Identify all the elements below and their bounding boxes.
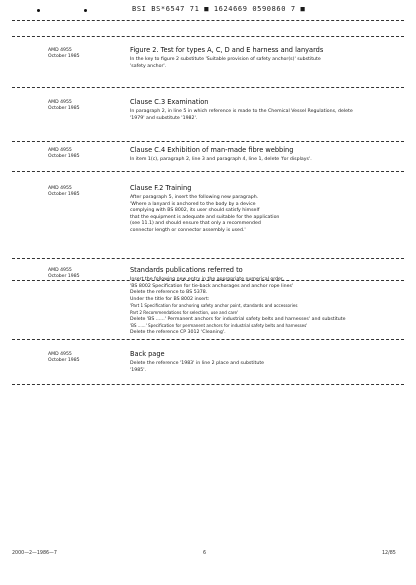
amendment-ref: AMD 4955 October 1985 — [48, 268, 80, 279]
section-body: After paragraph 5, insert the following new paragraph. 'Where a lanyard is anchored to the body by a device complying with BS 8002, its user should satisfy himself that the equipment is adequate and suitable for the application (see 11.1) and should ensure that only a recommended connector length or connector assembly is used.' — [130, 195, 280, 233]
separator — [12, 36, 404, 37]
section-title: Clause C.3 Examination — [130, 98, 209, 106]
amendment-ref: AMD 4955 October 1985 — [48, 186, 80, 197]
section-body: Insert the following new entry in the appropriate numerical order. 'BS 8002 Specification for tie-back anchorages and anchor rope lines' Delete the reference to BS 5378. Under the title for BS 8002 insert: 'Part 1 Specification for anchoring safety anchor point, standards and accessories Part 2 Recommendations for selection, use and care' Delete 'BS ......' Permanent anchors for industrial safety belts and harnesses' and substitute 'BS ......' Specification for permanent anchors for industrial safety belts and harnesses' Delete the reference CP 3012 'Cleaning'. — [130, 277, 346, 335]
separator — [12, 20, 404, 21]
separator — [12, 141, 404, 142]
separator — [12, 384, 404, 385]
section-body: In the key to figure 2 substitute 'Suitable provision of safety anchor(s)' substitute 'safety anchor'. — [130, 57, 321, 69]
amendment-ref: AMD 4955 October 1985 — [48, 148, 80, 159]
amendment-ref: AMD 4955 October 1985 — [48, 48, 80, 59]
separator — [12, 87, 404, 88]
separator — [12, 171, 404, 172]
separator — [12, 258, 404, 259]
header-mark — [84, 9, 87, 12]
section-body: In paragraph 2, in line 5 in which reference is made to the Chemical Vessel Regulations, delete '1979' and substitute '1982'. — [130, 109, 353, 121]
section-title: Clause C.4 Exhibition of man-made fibre webbing — [130, 146, 294, 154]
section-body: In item 1(c), paragraph 2, line 3 and paragraph 4, line 1, delete 'for displays'. — [130, 157, 312, 162]
section-title: Back page — [130, 350, 165, 358]
section-title: Figure 2. Test for types A, C, D and E harness and lanyards — [130, 46, 324, 54]
header-mark — [37, 9, 40, 12]
section-body: Delete the reference '1983' in line 2 place and substitute '1985'. — [130, 361, 265, 373]
amendment-ref: AMD 4955 October 1985 — [48, 100, 80, 111]
amendment-ref: AMD 4955 October 1985 — [48, 352, 80, 363]
header-text: BSI BS*6547 71 ■ 1624669 0590860 7 ■ — [132, 5, 306, 13]
section-title: Standards publications referred to — [130, 266, 243, 274]
page-header — [0, 5, 416, 17]
page-number: 6 — [203, 551, 207, 556]
footer-date: 12/85 — [382, 551, 396, 556]
separator — [12, 339, 404, 340]
footer-print-code: 2000—2—1986—7 — [12, 551, 57, 556]
section-title: Clause F.2 Training — [130, 184, 192, 192]
